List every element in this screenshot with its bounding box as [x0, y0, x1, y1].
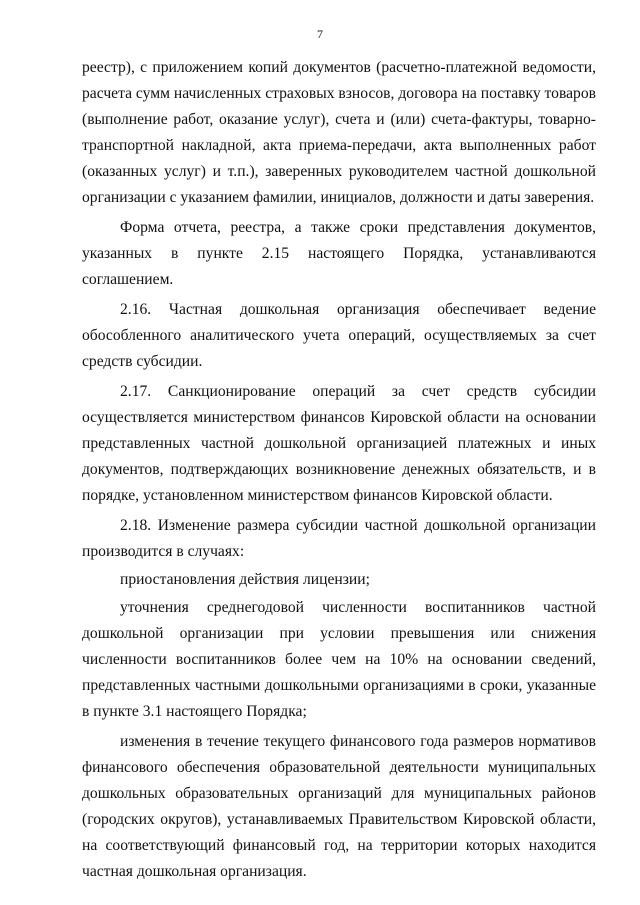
paragraph-norms-change: изменения в течение текущего финансового года размеров нормативов финансового обеспечения образовательной деятельности муниципальных дошкольных образовательных организаций для муниципальных районов (городских округов), устанавливаемых Правительством Кировской области, на соответствующий финансовый год, на территории которых находится частная дошкольная организация.: [82, 733, 596, 880]
paragraph-2-18: 2.18. Изменение размера субсидии частной дошкольной организации производится в случаях:: [82, 517, 596, 560]
document-body: [82, 55, 596, 885]
paragraph-report-form: Форма отчета, реестра, а также сроки представления документов, указанных в пункте 2.15 настоящего Порядка, устанавливаются соглашением.: [82, 219, 596, 288]
paragraph-continuation: реестр), с приложением копий документов (расчетно-платежной ведомости, расчета сумм начисленных страховых взносов, договора на поставку товаров (выполнение работ, оказание услуг), счета и (или) счета-фактуры, товарно-транспортной накладной, акта приема-передачи, акта выполненных работ (оказанных услуг) и т.п.), заверенных руководителем частной дошкольной организации с указанием фамилии, инициалов, должности и даты заверения.: [82, 59, 596, 206]
page-number: 7: [317, 27, 323, 41]
paragraph-license-suspension: приостановления действия лицензии;: [120, 571, 370, 588]
paragraph-2-16: 2.16. Частная дошкольная организация обеспечивает ведение обособленного аналитического учета операций, осуществляемых за счет средств субсидии.: [82, 301, 596, 370]
paragraph-2-17: 2.17. Санкционирование операций за счет средств субсидии осуществляется министерством финансов Кировской области на основании представленных частной дошкольной организацией платежных и иных документов, подтверждающих возникновение денежных обязательств, и в порядке, установленном министерством финансов Кировской области.: [82, 383, 596, 504]
paragraph-headcount-change: уточнения среднегодовой численности воспитанников частной дошкольной организации при условии превышения или снижения численности воспитанников более чем на 10% на основании сведений, представленных частными дошкольными организациями в сроки, указанные в пункте 3.1 настоящего Порядка;: [82, 599, 596, 720]
